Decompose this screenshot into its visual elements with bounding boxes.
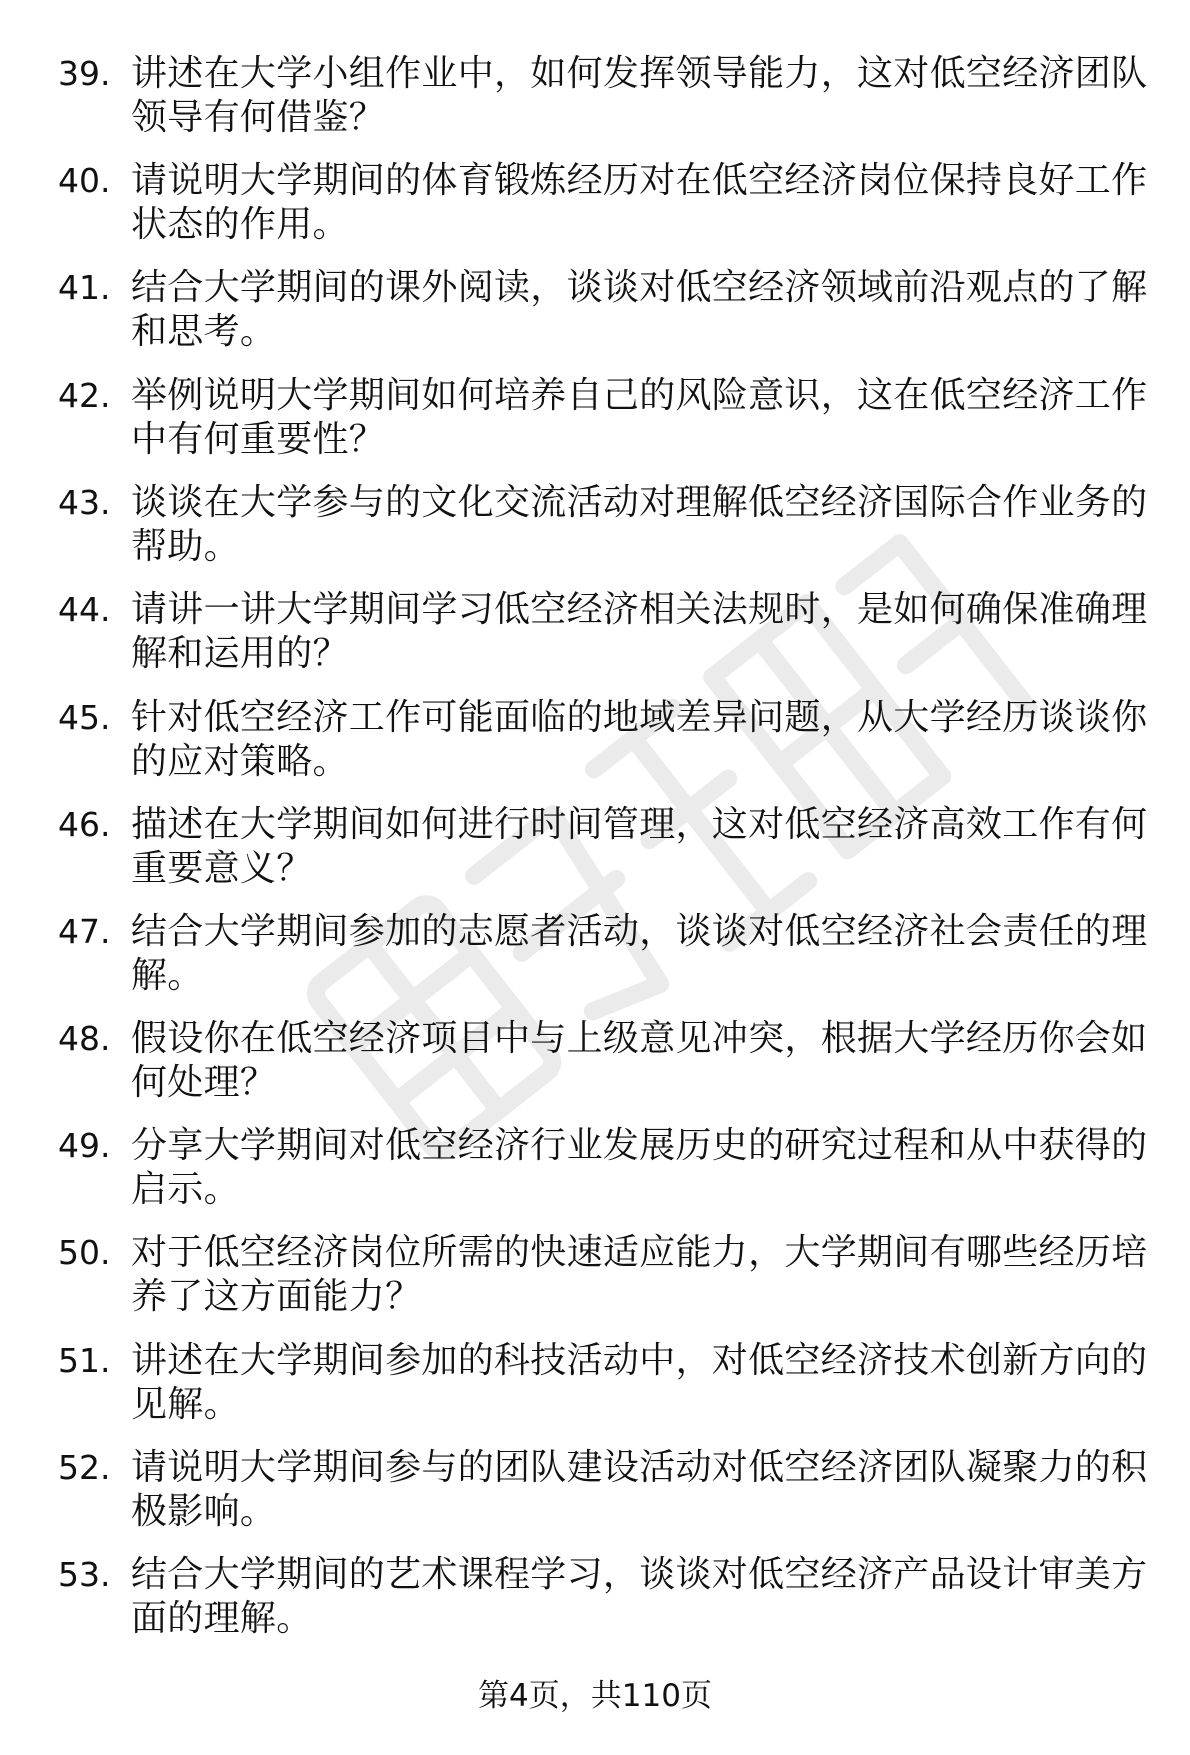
question-number: 43. (58, 483, 111, 522)
question-text: 描述在大学期间如何进行时间管理，这对低空经济高效工作有何重要意义？ (131, 804, 1148, 889)
question-text: 分享大学期间对低空经济行业发展历史的研究过程和从中获得的启示。 (131, 1125, 1148, 1210)
question-item (0, 1017, 1190, 1117)
question-text: 讲述在大学小组作业中，如何发挥领导能力，这对低空经济团队领导有何借鉴？ (131, 53, 1148, 138)
question-number: 47. (58, 912, 111, 951)
question-item (0, 588, 1190, 688)
question-text: 谈谈在大学参与的文化交流活动对理解低空经济国际合作业务的帮助。 (131, 482, 1148, 567)
question-item (0, 1231, 1190, 1331)
question-number: 39. (58, 54, 111, 93)
question-text: 请说明大学期间的体育锻炼经历对在低空经济岗位保持良好工作状态的作用。 (131, 160, 1148, 245)
question-number: 50. (58, 1233, 111, 1272)
question-item (0, 1553, 1190, 1653)
question-text: 讲述在大学期间参加的科技活动中，对低空经济技术创新方向的见解。 (131, 1340, 1148, 1425)
question-number: 53. (58, 1555, 111, 1594)
question-text: 对于低空经济岗位所需的快速适应能力，大学期间有哪些经历培养了这方面能力？ (131, 1232, 1148, 1317)
question-item (0, 1339, 1190, 1439)
question-item (0, 266, 1190, 366)
question-number: 48. (58, 1019, 111, 1058)
question-item (0, 159, 1190, 259)
question-number: 49. (58, 1126, 111, 1165)
question-number: 41. (58, 268, 111, 307)
question-text: 结合大学期间的艺术课程学习，谈谈对低空经济产品设计审美方面的理解。 (131, 1554, 1148, 1639)
question-number: 52. (58, 1448, 111, 1487)
question-number: 51. (58, 1341, 111, 1380)
question-text: 请说明大学期间参与的团队建设活动对低空经济团队凝聚力的积极影响。 (131, 1447, 1148, 1532)
question-text: 针对低空经济工作可能面临的地域差异问题，从大学经历谈谈你的应对策略。 (131, 697, 1148, 782)
question-number: 40. (58, 161, 111, 200)
question-item (0, 374, 1190, 474)
question-number: 44. (58, 590, 111, 629)
question-number: 46. (58, 805, 111, 844)
question-text: 请讲一讲大学期间学习低空经济相关法规时，是如何确保准确理解和运用的？ (131, 589, 1148, 674)
question-item (0, 481, 1190, 581)
question-item (0, 910, 1190, 1010)
question-text: 结合大学期间参加的志愿者活动，谈谈对低空经济社会责任的理解。 (131, 911, 1148, 996)
question-text: 假设你在低空经济项目中与上级意见冲突，根据大学经历你会如何处理？ (131, 1018, 1148, 1103)
question-item (0, 696, 1190, 796)
page-footer: 第4页，共110页 (478, 1678, 712, 1714)
question-item (0, 1124, 1190, 1224)
question-text: 结合大学期间的课外阅读，谈谈对低空经济领域前沿观点的了解和思考。 (131, 267, 1148, 352)
question-item (0, 52, 1190, 152)
question-number: 45. (58, 698, 111, 737)
question-item (0, 803, 1190, 903)
question-text: 举例说明大学期间如何培养自己的风险意识，这在低空经济工作中有何重要性？ (131, 375, 1148, 460)
question-number: 42. (58, 376, 111, 415)
question-item (0, 1446, 1190, 1546)
